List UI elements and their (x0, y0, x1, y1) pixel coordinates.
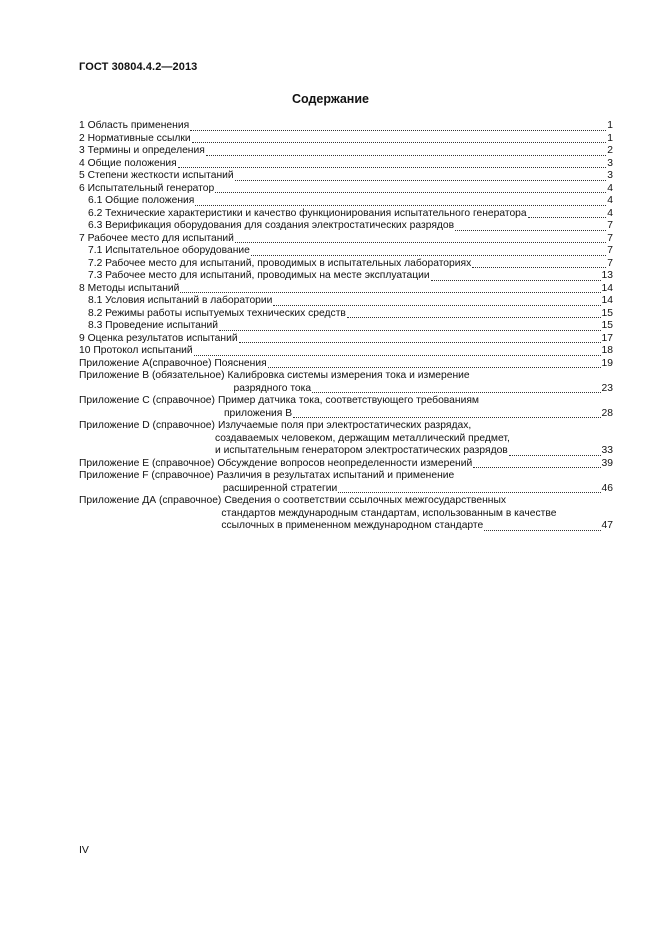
appendix-title-line (215, 445, 613, 458)
toc-appendix-entry[interactable] (79, 458, 613, 471)
dot-leader (190, 129, 606, 131)
toc-entry[interactable] (79, 170, 613, 183)
appendix-title-line (221, 508, 613, 521)
toc-entry-page: 3 (607, 170, 613, 181)
dot-leader (431, 279, 601, 281)
table-of-contents (79, 120, 613, 533)
toc-entry-title: 9 Оценка результатов испытаний (79, 332, 238, 344)
toc-entry[interactable] (79, 245, 613, 258)
toc-entry-page: 14 (601, 295, 613, 306)
appendix-title-line (221, 495, 613, 508)
toc-entry-title: 10 Протокол испытаний (79, 345, 193, 356)
appendix-label: Приложение С (справочное) (79, 395, 215, 406)
toc-entry-page: 23 (601, 382, 613, 394)
document-code: ГОСТ 30804.4.2—2013 (79, 61, 198, 73)
toc-appendix-entry[interactable] (79, 495, 613, 533)
toc-entry-page: 4 (607, 182, 613, 194)
appendix-title-text: Различия в результатах испытаний и применение (216, 470, 455, 481)
appendix-title-text: Калибровка системы измерения тока и измерение (227, 370, 470, 381)
toc-entry-page: 15 (601, 307, 613, 319)
appendix-title-line (214, 483, 613, 496)
toc-entry-page: 1 (607, 132, 613, 144)
appendix-label: Приложение Е (справочное) (79, 457, 215, 469)
toc-entry[interactable] (79, 333, 613, 346)
page-title: Содержание (291, 92, 369, 106)
toc-entry-page: 14 (601, 282, 613, 294)
appendix-title-line (225, 383, 613, 396)
appendix-label: Приложение D (справочное) (79, 420, 215, 431)
dot-leader (455, 229, 606, 231)
toc-entry[interactable] (79, 120, 613, 133)
dot-leader (180, 291, 600, 293)
dot-leader (235, 179, 607, 181)
toc-entry-page: 7 (607, 220, 613, 231)
toc-appendix-entry[interactable] (79, 395, 613, 420)
toc-entry-page: 47 (601, 520, 613, 531)
toc-entry-page: 7 (607, 257, 613, 269)
appendix-label: Приложение F (справочное) (79, 470, 214, 481)
appendix-title-text: Пример датчика тока, соответствующего требованиям (217, 395, 479, 406)
toc-entry-page: 39 (601, 457, 613, 469)
appendix-title (214, 470, 613, 495)
appendix-title (225, 370, 613, 395)
appendix-label: Приложение В (обязательное) (79, 370, 225, 381)
appendix-title (215, 420, 613, 458)
appendix-title-line (214, 458, 613, 471)
toc-entry[interactable] (79, 283, 613, 296)
toc-entry-page: 7 (607, 245, 613, 256)
dot-leader (293, 416, 600, 418)
dot-leader (312, 391, 600, 393)
dot-leader (194, 354, 601, 356)
dot-leader (239, 341, 601, 343)
toc-entry-title: 7 Рабочее место для испытаний (79, 232, 234, 244)
toc-entry-page: 13 (601, 270, 613, 281)
toc-entry-page: 46 (601, 482, 613, 494)
dot-leader (215, 191, 606, 193)
appendix-title-text: и испытательным генератором электростатических разрядов (214, 445, 508, 456)
toc-entry-title: Приложение А(справочное) Пояснения (79, 357, 267, 369)
toc-entry[interactable] (79, 358, 613, 371)
toc-entry[interactable] (79, 295, 613, 308)
toc-entry-page: 33 (601, 445, 613, 456)
toc-appendix-entry[interactable] (79, 470, 613, 495)
dot-leader (528, 216, 607, 218)
dot-leader (251, 254, 606, 256)
toc-appendix-entry[interactable] (79, 420, 613, 458)
toc-main-list (79, 120, 613, 370)
toc-entry-title: 8.2 Режимы работы испытуемых технических средств (88, 307, 346, 319)
appendix-title (215, 395, 613, 420)
toc-entry-title: 8.1 Условия испытаний в лаборатории (88, 295, 273, 306)
dot-leader (192, 141, 607, 143)
dot-leader (178, 166, 607, 168)
appendix-title-text: создаваемых человеком, держащим металлический предмет, (214, 432, 510, 444)
toc-entry[interactable] (79, 208, 613, 221)
dot-leader (273, 304, 600, 306)
appendix-title (214, 458, 613, 471)
toc-entry[interactable] (79, 345, 613, 358)
dot-leader (472, 266, 606, 268)
toc-appendix-list (79, 370, 613, 533)
toc-entry-title: 6 Испытательный генератор (79, 182, 215, 194)
dot-leader (473, 466, 600, 468)
toc-entry-title: 6.2 Технические характеристики и качество функционирования испытательного генератора (88, 207, 527, 219)
appendix-title-line (221, 520, 613, 533)
toc-entry-page: 1 (607, 120, 613, 131)
toc-entry-title: 2 Нормативные ссылки (79, 132, 191, 144)
toc-entry[interactable] (79, 183, 613, 196)
toc-entry[interactable] (79, 258, 613, 271)
toc-entry-title: 8.3 Проведение испытаний (88, 320, 219, 331)
dot-leader (235, 241, 606, 243)
appendix-title-text: расширенной стратегии (222, 482, 338, 494)
dot-leader (268, 366, 601, 368)
appendix-title-line (215, 420, 613, 433)
toc-entry-title: 3 Термины и определения (79, 145, 205, 156)
page-number: IV (79, 844, 89, 856)
appendix-title-text: Сведения о соответствии ссылочных межгосударственных (224, 495, 506, 506)
dot-leader (195, 204, 606, 206)
appendix-title-text: приложения В (223, 407, 293, 419)
dot-leader (219, 329, 600, 331)
toc-entry-title: 1 Область применения (79, 120, 190, 131)
toc-entry-page: 2 (607, 145, 613, 156)
appendix-title-text: ссылочных в примененном международном стандарте (221, 520, 484, 531)
toc-entry-page: 4 (607, 207, 613, 219)
dot-leader (338, 491, 600, 493)
appendix-title-text: стандартов международным стандартам, использованным в качестве (221, 507, 557, 519)
appendix-title-line (215, 408, 613, 421)
dot-leader (347, 316, 601, 318)
toc-entry-title: 5 Степени жесткости испытаний (79, 170, 234, 181)
toc-entry-title: 8 Методы испытаний (79, 282, 180, 294)
toc-entry-title: 4 Общие положения (79, 157, 177, 169)
appendix-label: Приложение ДА (справочное) (79, 495, 222, 506)
appendix-title-text: разрядного тока (233, 382, 312, 394)
appendix-title-text: Излучаемые поля при электростатических разрядах, (217, 420, 472, 431)
toc-entry[interactable] (79, 270, 613, 283)
toc-entry[interactable] (79, 233, 613, 246)
toc-entry-page: 18 (601, 345, 613, 356)
appendix-title (221, 495, 613, 533)
toc-entry[interactable] (79, 308, 613, 321)
toc-entry-title: 7.1 Испытательное оборудование (88, 245, 250, 256)
dot-leader (206, 154, 606, 156)
appendix-title-text: Обсуждение вопросов неопределенности измерений (217, 457, 473, 469)
toc-entry[interactable] (79, 220, 613, 233)
toc-entry[interactable] (79, 320, 613, 333)
appendix-title-line (215, 395, 613, 408)
toc-entry-title: 7.2 Рабочее место для испытаний, проводимых в испытательных лабораториях (88, 257, 472, 269)
toc-appendix-entry[interactable] (79, 370, 613, 395)
toc-entry[interactable] (79, 133, 613, 146)
toc-entry-page: 17 (601, 332, 613, 344)
appendix-title-line (215, 433, 613, 446)
toc-entry[interactable] (79, 195, 613, 208)
toc-entry[interactable] (79, 145, 613, 158)
toc-entry-title: 7.3 Рабочее место для испытаний, проводимых на месте эксплуатации (88, 270, 430, 281)
toc-entry-page: 19 (601, 357, 613, 369)
toc-entry-page: 4 (607, 195, 613, 206)
toc-entry-page: 28 (601, 407, 613, 419)
dot-leader (484, 529, 600, 531)
toc-entry-title: 6.1 Общие положения (88, 195, 195, 206)
toc-entry-page: 15 (601, 320, 613, 331)
toc-entry-page: 7 (607, 232, 613, 244)
toc-entry-title: 6.3 Верификация оборудования для создания электростатических разрядов (88, 220, 455, 231)
toc-entry-page: 3 (607, 157, 613, 169)
appendix-title-line (214, 470, 613, 483)
toc-entry[interactable] (79, 158, 613, 171)
dot-leader (509, 454, 601, 456)
appendix-title-line (225, 370, 613, 383)
